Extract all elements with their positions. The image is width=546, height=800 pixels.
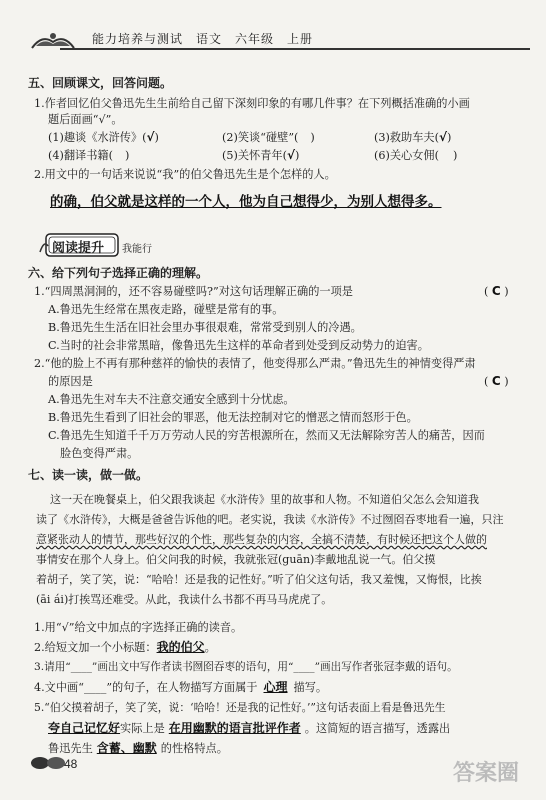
s6-q1-answer: ( C ) [484, 284, 509, 298]
banner-title: 阅读提升 [52, 241, 105, 256]
s5-option-2: (2)笑谈“碰壁”( ) [222, 131, 315, 144]
s5-q2-answer: 的确，伯父就是这样的一个人，他为自己想得少，为别人想得多。 [50, 194, 442, 210]
header-rule [60, 48, 530, 50]
s6-q1-option-b: B.鲁迅先生生活在旧社会里办事很艰难，常常受到别人的冷遇。 [48, 321, 362, 334]
passage-line-5: 着胡子，笑了笑，说：“哈哈！还是我的记性好。”听了伯父这句话，我又羞愧，又悔恨，比挨 [36, 573, 482, 586]
s6-q1-option-c: C.当时的社会非常黑暗，像鲁迅先生这样的革命者到处受到反动势力的迫害。 [48, 339, 429, 352]
s5-option-1: (1)趣谈《水浒传》(√) [48, 130, 159, 144]
banner-sub: 我能行 [122, 244, 152, 255]
s6-q2-option-c-cont: 脸色变得严肃。 [60, 447, 139, 460]
s6-q2-option-a: A.鲁迅先生对车夫不注意交通安全感到十分忧虑。 [48, 393, 295, 406]
passage-line-1: 这一天在晚餐桌上，伯父跟我谈起《水浒传》里的故事和人物。不知道伯父怎么会知道我 [50, 493, 479, 506]
s5-option-6: (6)关心女佣( ) [374, 149, 458, 162]
s6-q2-line2: 的原因是 [48, 375, 93, 388]
s6-q1-option-a: A.鲁迅先生经常在黑夜走路，碰壁是常有的事。 [48, 303, 284, 316]
s6-q2-option-c: C.鲁迅先生知道千千万万劳动人民的穷苦根源所在，然而又无法解除穷苦人的痛苦，因而 [48, 429, 485, 442]
page-number: 48 [64, 757, 78, 771]
s5-option-4: (4)翻译书籍( ) [48, 149, 130, 162]
leaf-decoration-icon [30, 752, 66, 774]
s7-q5-line1: 5.“伯父摸着胡子，笑了笑，说：‘哈哈！还是我的记性好。’”这句话表面上看是鲁迅先生 [34, 701, 446, 714]
s7-q4: 4.文中画“____”的句子，在人物描写方面属于 心理 描写。 [34, 680, 328, 694]
s7-q5-line3: 鲁迅先生 含蓄、幽默 的性格特点。 [48, 741, 228, 755]
s7-q1: 1.用“√”给文中加点的字选择正确的读音。 [34, 621, 243, 634]
watermark-stamp [436, 752, 536, 792]
passage-line-3: 意紧张动人的情节，那些好汉的个性，那些复杂的内容，全搞不清楚，有时候还把这个人做的 [36, 533, 487, 546]
passage-line-2: 读了《水浒传》，大概是爸爸告诉他的吧。老实说，我读《水浒传》不过囫囵吞枣地看一遍，只注 [36, 513, 504, 526]
s7-q2: 2.给短文加一个小标题：我的伯父。 [34, 640, 216, 654]
svg-text:答案圈: 答案圈 [452, 761, 520, 786]
s6-q2-line1: 2.“他的脸上不再有那种慈祥的愉快的表情了，他变得那么严肃。”鲁迅先生的神情变得严肃 [34, 357, 476, 370]
s5-option-3: (3)救助车夫(√) [374, 130, 452, 144]
section6-heading: 六、给下列句子选择正确的理解。 [28, 266, 209, 280]
s6-q1: 1.“四周黑洞洞的，还不容易碰壁吗?”对这句话理解正确的一项是 [34, 285, 353, 298]
s5-q2: 2.用文中的一句话来说说“我”的伯父鲁迅先生是个怎样的人。 [34, 168, 336, 181]
s5-q1-line2: 题后面画“√”。 [48, 113, 123, 126]
passage-line-6: (āi ái)打挨骂还难受。从此，我读什么书都不再马马虎虎了。 [36, 593, 333, 606]
s5-option-5: (5)关怀青年(√) [222, 148, 300, 162]
section7-heading: 七、读一读，做一做。 [28, 468, 149, 482]
passage-line-4: 事情安在那个人身上。伯父问我的时候，我就张冠(guān)李戴地乱说一气。伯父摸 [36, 553, 436, 566]
s5-q1-line1: 1.作者回忆伯父鲁迅先生生前给自己留下深刻印象的有哪几件事？在下列概括准确的小画 [34, 97, 470, 110]
section5-heading: 五、回顾课文，回答问题。 [28, 76, 173, 90]
s6-q2-answer: ( C ) [484, 374, 509, 388]
s7-q5-line2: 夸自己记忆好实际上是 在用幽默的语言批评作者 。这简短的语言描写，透露出 [48, 721, 451, 735]
s6-q2-option-b: B.鲁迅先生看到了旧社会的罪恶，他无法控制对它的憎恶之情而怒形于色。 [48, 411, 418, 424]
header-title: 能力培养与测试 语文 六年级 上册 [92, 32, 314, 46]
s7-q3: 3.请用“____”画出文中写作者读书囫囵吞枣的语句，用“____”画出写作者张冠李戴的语句。 [34, 661, 458, 673]
